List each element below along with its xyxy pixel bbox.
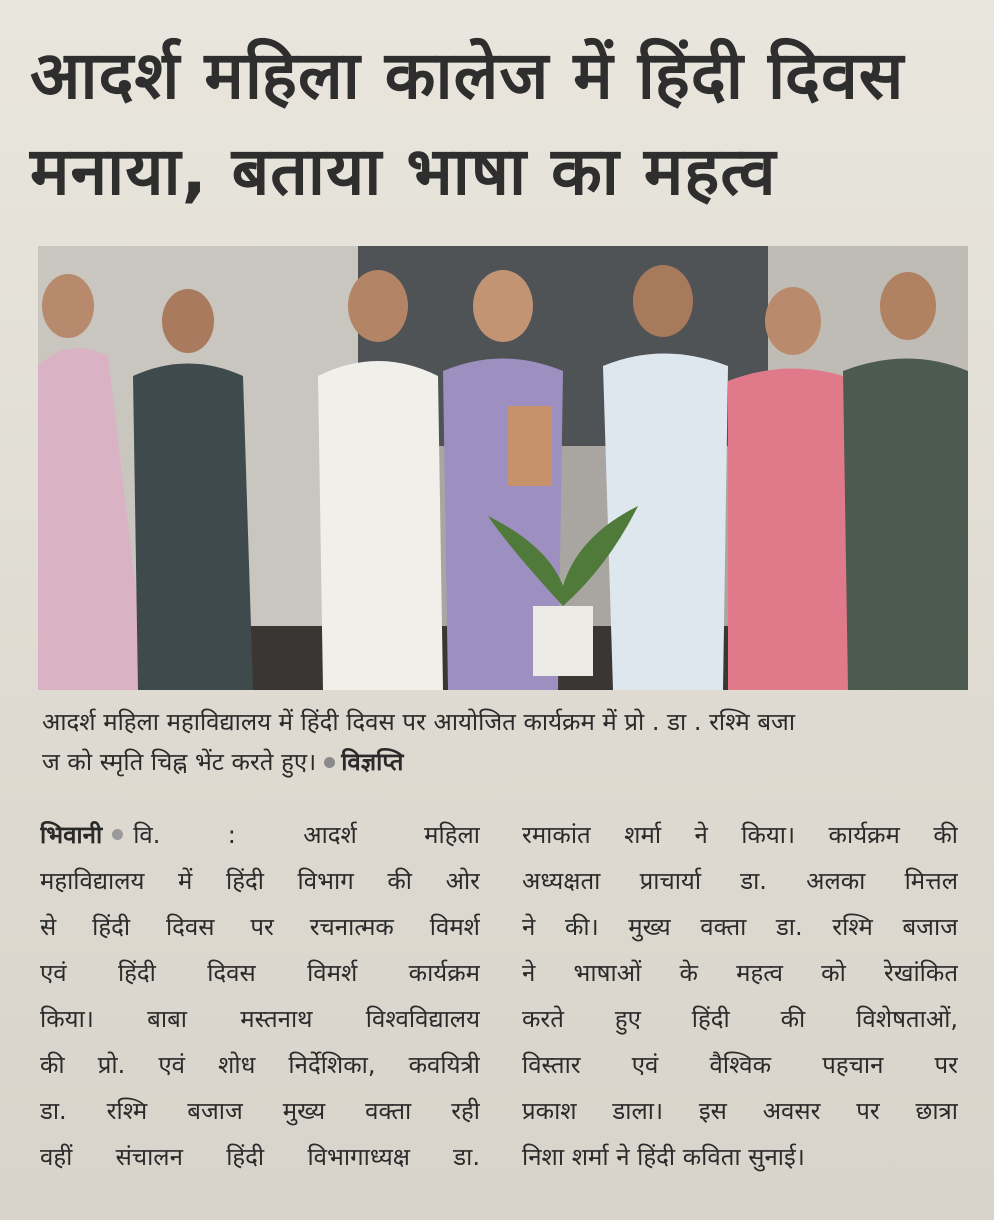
dateline-place: भिवानी	[40, 821, 103, 849]
article-line: वहीं संचालन हिंदी विभागाध्यक्ष डा.	[40, 1143, 480, 1171]
article-line: करते हुए हिंदी की विशेषताओं,	[522, 1005, 958, 1033]
article-line: की प्रो. एवं शोध निर्देशिका, कवयित्री	[40, 1051, 480, 1079]
headline-line-1: आदर्श महिला कालेज में हिंदी दिवस	[30, 37, 905, 114]
article-line: निशा शर्मा ने हिंदी कविता सुनाई।	[522, 1143, 805, 1171]
caption-credit: विज्ञप्ति	[341, 748, 404, 776]
dateline-source: वि. :	[133, 821, 236, 849]
article-line: एवं हिंदी दिवस विमर्श कार्यक्रम	[40, 959, 480, 987]
group-photo-illustration	[38, 246, 968, 690]
bullet-dot-icon	[324, 757, 335, 768]
article-column-right	[522, 812, 958, 1180]
article-column-left	[40, 812, 480, 1180]
article-line: विस्तार एवं वैश्विक पहचान पर	[522, 1051, 958, 1079]
photo-caption	[42, 702, 962, 782]
article-line: ने भाषाओं के महत्व को रेखांकित	[522, 959, 958, 987]
article-line: प्रकाश डाला। इस अवसर पर छात्रा	[522, 1097, 958, 1125]
article-line: किया। बाबा मस्तनाथ विश्वविद्यालय	[40, 1005, 480, 1033]
article-line	[40, 812, 480, 858]
caption-line-2	[42, 742, 962, 782]
headline-line-2: मनाया, बताया भाषा का महत्व	[30, 133, 777, 210]
article-line: से हिंदी दिवस पर रचनात्मक विमर्श	[40, 913, 480, 941]
article-text: आदर्श महिला	[303, 821, 480, 849]
article-line: रमाकांत शर्मा ने किया। कार्यक्रम की	[522, 821, 958, 849]
headline	[30, 28, 970, 220]
news-photo	[38, 246, 968, 690]
article-line: ने की। मुख्य वक्ता डा. रश्मि बजाज	[522, 913, 958, 941]
bullet-dot-icon	[112, 829, 123, 840]
article-line: महाविद्यालय में हिंदी विभाग की ओर	[40, 867, 480, 895]
caption-line-2-text: ज को स्मृति चिह्न भेंट करते हुए।	[42, 748, 317, 776]
caption-line-1: आदर्श महिला महाविद्यालय में हिंदी दिवस पर आयोजित कार्यक्रम में प्रो . डा . रश्मि बजा	[42, 708, 796, 736]
article-line: अध्यक्षता प्राचार्या डा. अलका मित्तल	[522, 867, 958, 895]
article-line: डा. रश्मि बजाज मुख्य वक्ता रही	[40, 1097, 480, 1125]
